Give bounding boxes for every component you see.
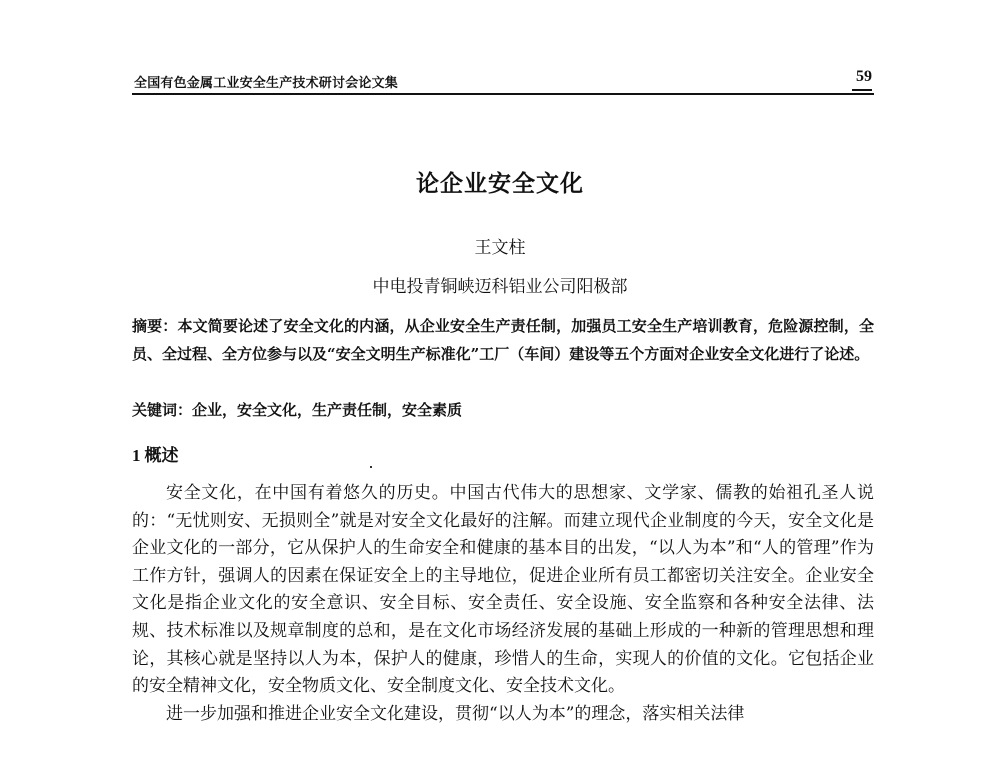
abstract <box>132 312 874 368</box>
header-rule <box>132 93 874 95</box>
section-heading <box>132 441 179 466</box>
paragraph: 进一步加强和推进企业安全文化建设，贯彻“以人为本”的理念，落实相关法律 <box>166 703 745 724</box>
article-author: 王文柱 <box>474 238 526 258</box>
running-head <box>132 70 874 94</box>
author-affiliation: 中电投青铜峡迈科铝业公司阳极部 <box>372 277 628 297</box>
page-number-underline <box>852 89 872 91</box>
section-title: 概述 <box>144 446 179 466</box>
body-text <box>132 480 874 728</box>
article-title: 论企业安全文化 <box>416 170 584 197</box>
keywords-label: 关键词： <box>132 401 193 419</box>
section-number: 1 <box>132 446 141 465</box>
scan-speck <box>370 466 372 468</box>
paragraph: 安全文化，在中国有着悠久的历史。中国古代伟大的思想家、文学家、儒教的始祖孔圣人说的：“无忧则安、无损则全”就是对安全文化最好的注解。而建立现代企业制度的今天，安全文化是企业文化的一部分，它从保护人的生命安全和健康的基本目的出发，“以人为本”和“人的管理”作为工作方针，强调人的因素在保证安全上的主导地位，促进企业所有员工都密切关注安全。企业安全文化是指企业文化的安全意识、安全目标、安全责任、安全设施、安全监察和各种安全法律、法规、技术标准以及规章制度的总和，是在文化市场经济发展的基础上形成的一种新的管理思想和理论，其核心就是坚持以人为本，保护人的健康，珍惜人的生命，实现人的价值的文化。它包括企业的安全精神文化，安全物质文化、安全制度文化、安全技术文化。 <box>132 483 874 697</box>
abstract-label: 摘要： <box>132 317 178 335</box>
journal-name: 全国有色金属工业安全生产技术研讨会论文集 <box>134 76 399 91</box>
page-number: 59 <box>856 68 872 85</box>
keywords-text: 企业，安全文化，生产责任制，安全素质 <box>192 401 463 419</box>
abstract-text: 本文简要论述了安全文化的内涵，从企业安全生产责任制，加强员工安全生产培训教育，危险源控制，全员、全过程、全方位参与以及“安全文明生产标准化”工厂（车间）建设等五个方面对企业安全文化进行了论述。 <box>132 317 874 363</box>
keywords <box>132 396 874 424</box>
